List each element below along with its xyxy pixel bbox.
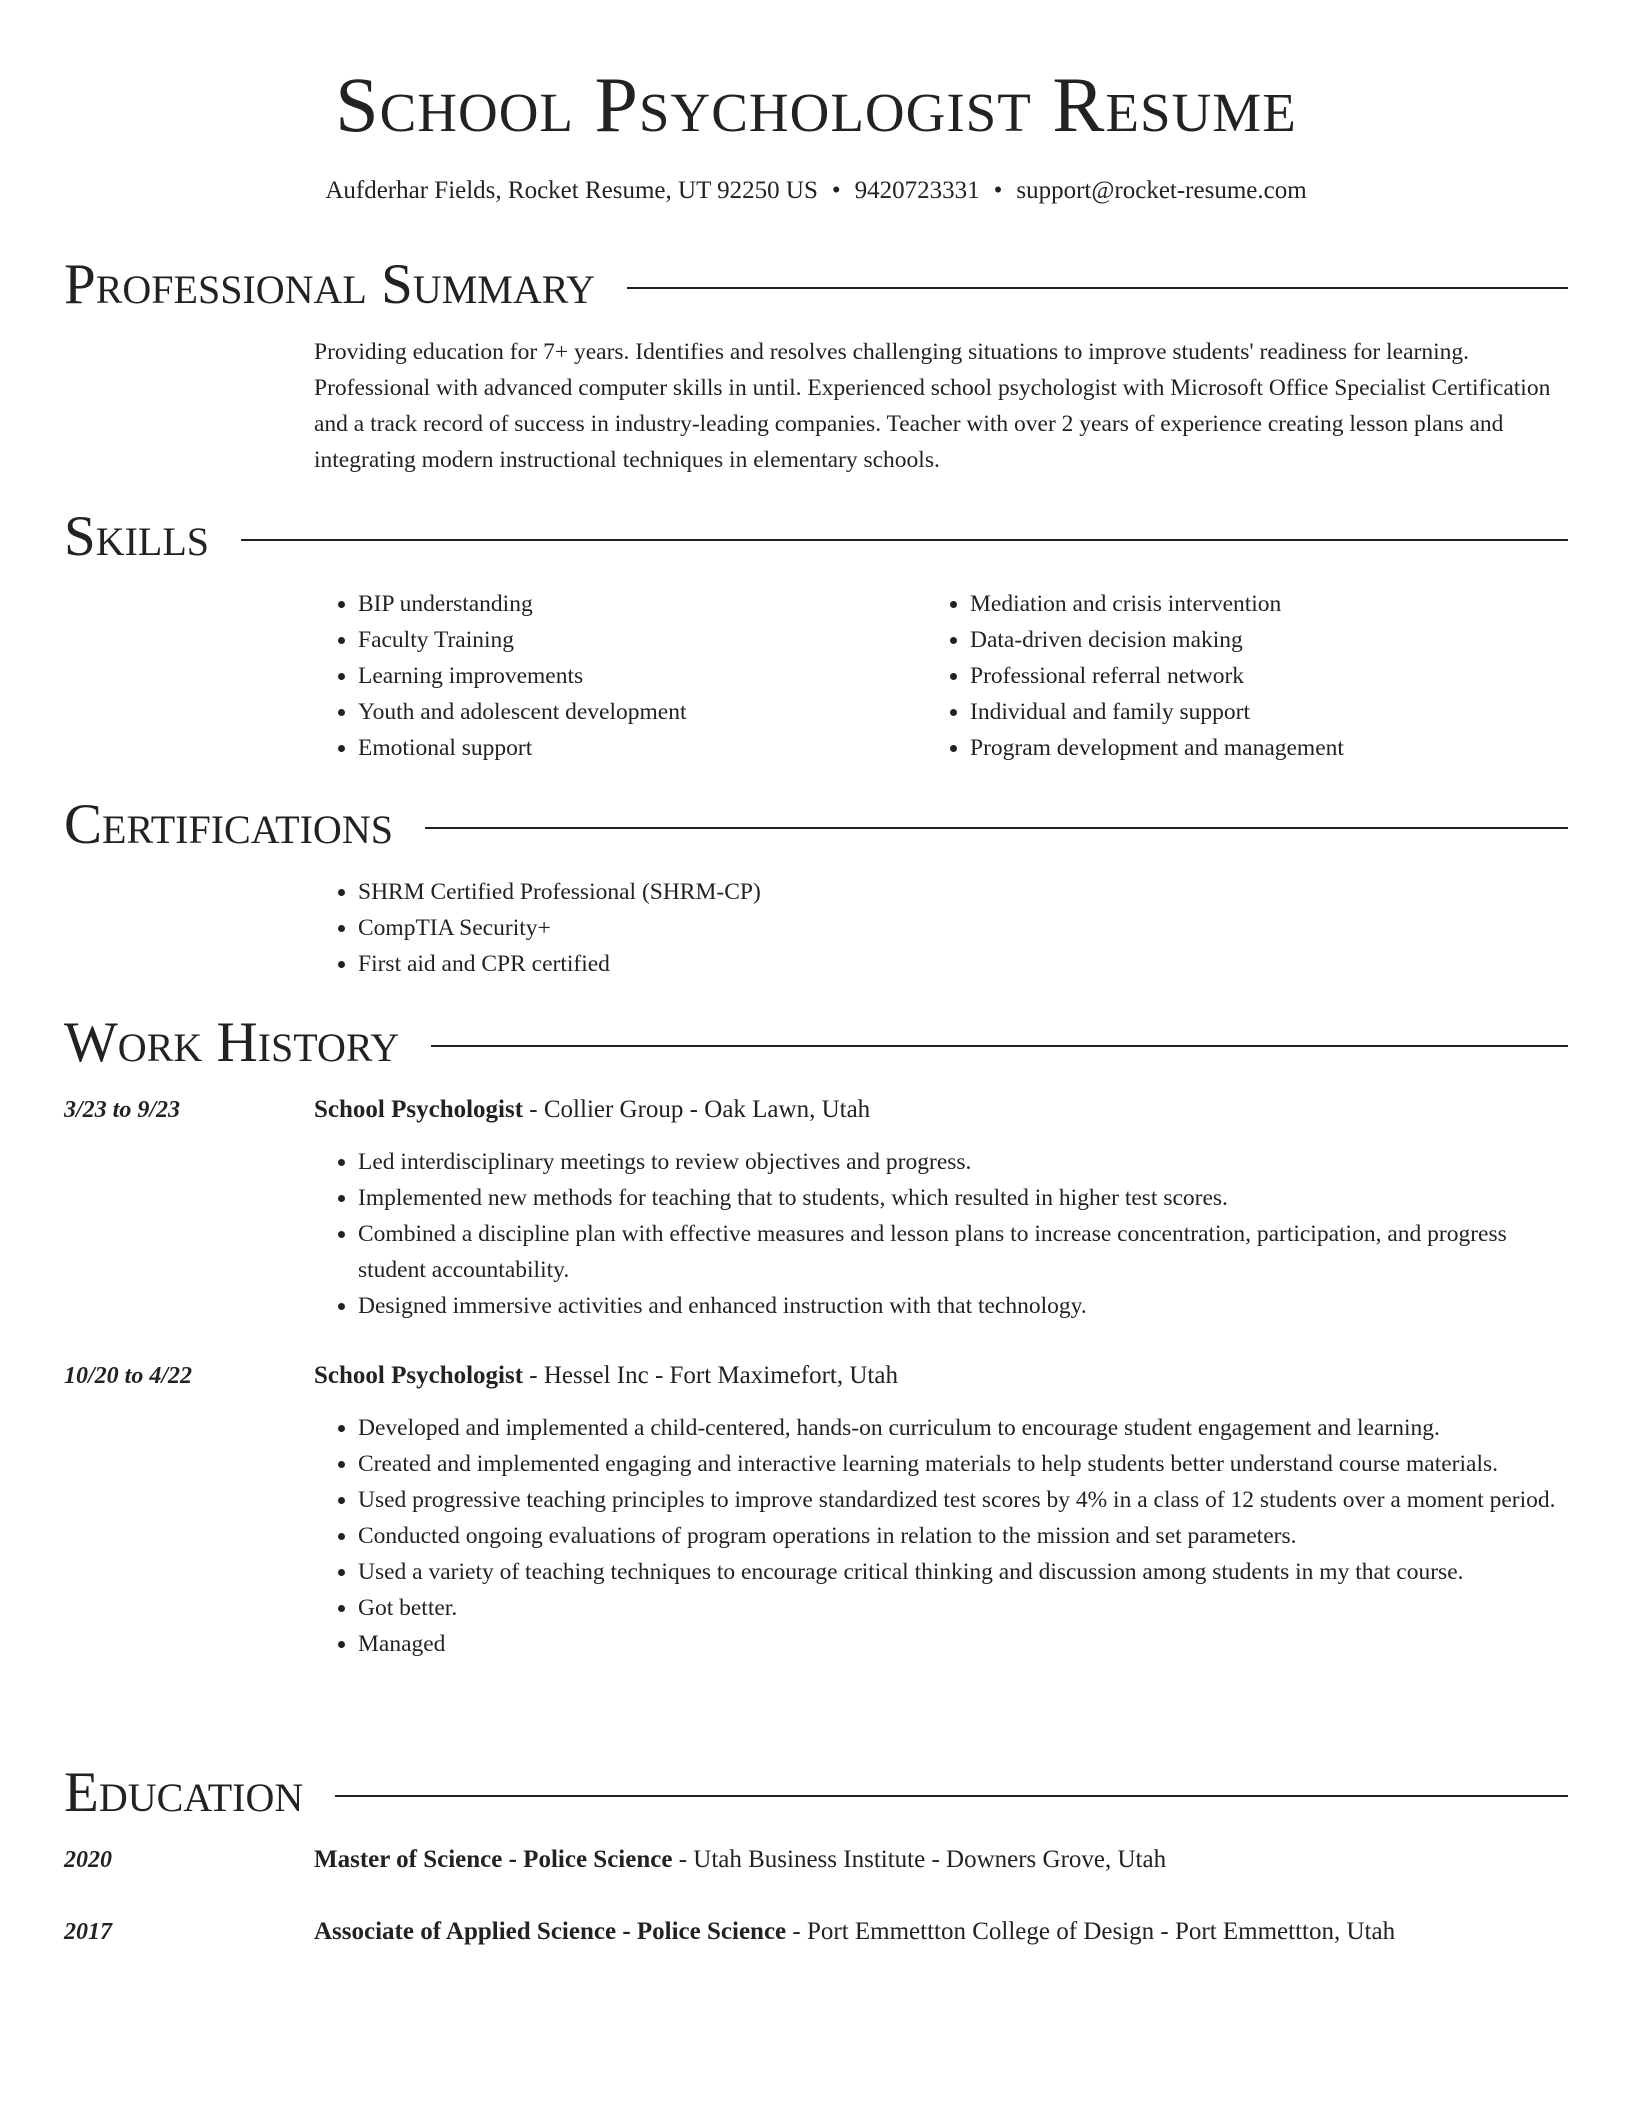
skill-item: • Faculty Training <box>358 622 914 658</box>
school-location: - Utah Business Institute - Downers Grove, Utah <box>672 1846 1167 1873</box>
skills-column-left <box>314 586 914 766</box>
skill-item: • Learning improvements <box>358 658 914 694</box>
email-link[interactable]: support@rocket-resume.com <box>1016 177 1307 204</box>
certification-item: • SHRM Certified Professional (SHRM-CP) <box>358 874 1568 910</box>
job-heading <box>314 1358 1568 1394</box>
section-title: Certifications <box>64 793 393 856</box>
section-title: Education <box>64 1761 304 1824</box>
school-location: - Port Emmettton College of Design - Port Emmettton, Utah <box>786 1918 1396 1945</box>
certifications-list <box>314 874 1568 982</box>
job-bullets <box>314 1144 1568 1324</box>
certifications-block <box>314 874 1568 982</box>
certification-item: • CompTIA Security+ <box>358 910 1568 946</box>
job-heading <box>314 1092 1568 1128</box>
skill-item: • Program development and management <box>970 730 1526 766</box>
skill-item: • Youth and adolescent development <box>358 694 914 730</box>
certifications-section-heading <box>64 790 1568 860</box>
education-entry <box>314 1842 1568 1878</box>
education-year: 2017 <box>64 1919 112 1945</box>
skill-item: • Emotional support <box>358 730 914 766</box>
section-divider <box>627 287 1568 289</box>
job-bullet: • Combined a discipline plan with effective measures and lesson plans to increase concentration, participation, and progress student accountability. <box>358 1216 1568 1288</box>
section-title: Skills <box>64 505 210 568</box>
job-bullet: • Implemented new methods for teaching that to students, which resulted in higher test scores. <box>358 1180 1568 1216</box>
skill-item: • Professional referral network <box>970 658 1526 694</box>
education-year: 2020 <box>64 1847 112 1873</box>
section-divider <box>425 827 1568 829</box>
address-text: Aufderhar Fields, Rocket Resume, UT 92250 US <box>325 177 818 204</box>
job-bullet: • Designed immersive activities and enhanced instruction with that technology. <box>358 1288 1568 1324</box>
skills-column-right <box>926 586 1526 766</box>
job-employer-location: - Collier Group - Oak Lawn, Utah <box>523 1096 871 1123</box>
job-bullet: • Developed and implemented a child-centered, hands-on curriculum to encourage student engagement and learning. <box>358 1410 1568 1446</box>
job-bullets <box>314 1410 1568 1662</box>
job-title: School Psychologist <box>314 1362 524 1389</box>
job-title: School Psychologist <box>314 1096 524 1123</box>
section-divider <box>431 1045 1568 1047</box>
job-bullet: • Led interdisciplinary meetings to review objectives and progress. <box>358 1144 1568 1180</box>
job-employer-location: - Hessel Inc - Fort Maximefort, Utah <box>523 1362 898 1389</box>
section-title: Professional Summary <box>64 253 596 316</box>
skills-list <box>314 586 914 766</box>
section-divider <box>241 539 1568 541</box>
section-divider <box>335 1795 1568 1797</box>
skill-item: • Mediation and crisis intervention <box>970 586 1526 622</box>
job-bullet: • Got better. <box>358 1590 1568 1626</box>
summary-section-heading <box>64 250 1568 320</box>
contact-line <box>64 174 1568 208</box>
skills-section-heading <box>64 502 1568 572</box>
work-history-section-heading <box>64 1008 1568 1078</box>
certification-item: • First aid and CPR certified <box>358 946 1568 982</box>
skill-item: • Data-driven decision making <box>970 622 1526 658</box>
job-bullet: • Used progressive teaching principles to improve standardized test scores by 4% in a class of 12 students over a moment period. <box>358 1482 1568 1518</box>
job-dates: 10/20 to 4/22 <box>64 1363 193 1389</box>
job-dates: 3/23 to 9/23 <box>64 1097 181 1123</box>
section-title: Work History <box>64 1011 400 1074</box>
job-bullet: • Created and implemented engaging and interactive learning materials to help students better understand course materials. <box>358 1446 1568 1482</box>
degree-title: Master of Science - Police Science <box>314 1846 673 1873</box>
skill-item: • Individual and family support <box>970 694 1526 730</box>
education-section-heading <box>64 1758 1568 1828</box>
degree-title: Associate of Applied Science - Police Science <box>314 1918 787 1945</box>
summary-text: Providing education for 7+ years. Identifies and resolves challenging situations to improve students' readiness for learning. Professional with advanced computer skills in until. Experienced school psychologist with Microsoft Office Specialist Certification and a track record of success in industry-leading companies. Teacher with over 2 years of experience creating lesson plans and integrating modern instructional techniques in elementary schools. <box>314 339 1551 473</box>
contact-separator: • <box>993 177 1003 204</box>
contact-separator: • <box>831 177 841 204</box>
job-bullets-block <box>314 1410 1568 1662</box>
job-bullet: • Conducted ongoing evaluations of program operations in relation to the mission and set parameters. <box>358 1518 1568 1554</box>
job-bullets-block <box>314 1144 1568 1324</box>
job-bullet: • Used a variety of teaching techniques to encourage critical thinking and discussion among students in my that course. <box>358 1554 1568 1590</box>
skill-item: • BIP understanding <box>358 586 914 622</box>
job-bullet: • Managed <box>358 1626 1568 1662</box>
resume-title: School Psychologist Resume <box>335 61 1297 148</box>
skills-list <box>926 586 1526 766</box>
education-entry <box>314 1914 1568 1950</box>
phone-text: 9420723331 <box>854 177 980 204</box>
